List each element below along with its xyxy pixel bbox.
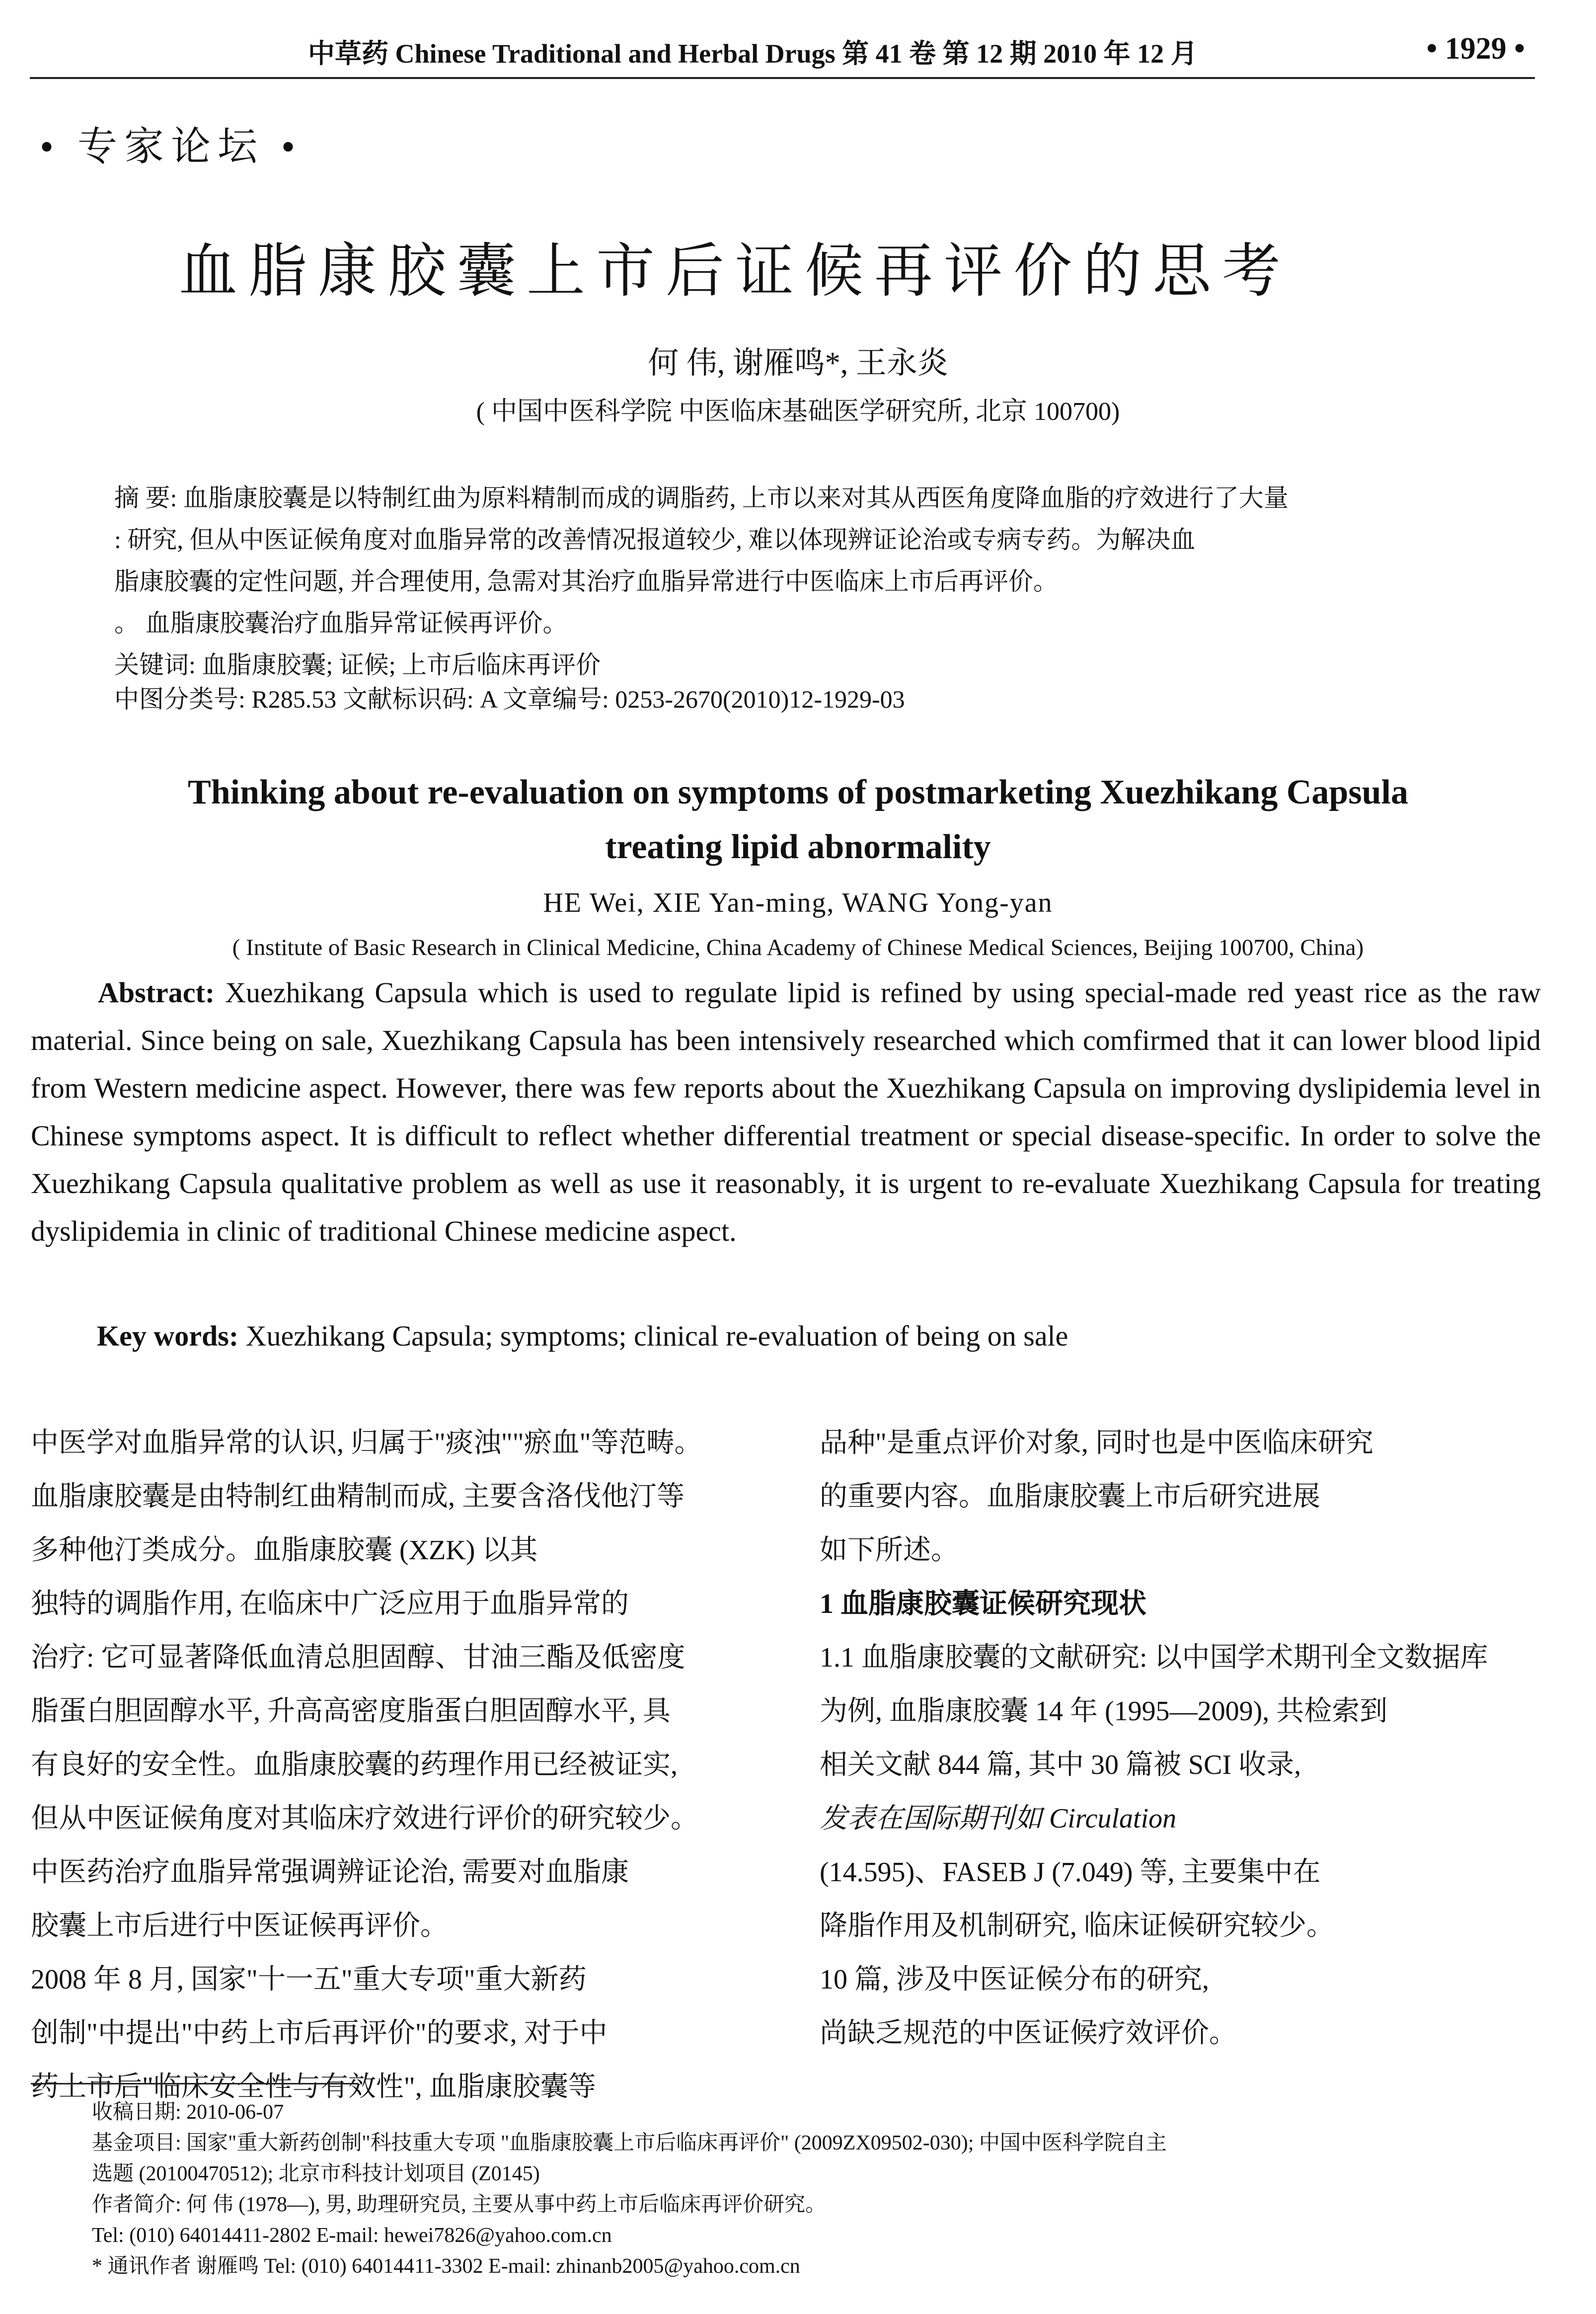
subsection-heading: 1.1 血脂康胶囊的文献研究: 以中国学术期刊全文数据库 [820,1642,1488,1673]
body-line: 中医药治疗血脂异常强调辨证论治, 需要对血脂康 [31,1857,629,1888]
keywords-text: Xuezhikang Capsula; symptoms; clinical re-evaluation of being on sale [245,1320,1068,1352]
cn-abstract-line: 。 血脂康胶囊治疗血脂异常证候再评价。 [114,609,568,637]
cn-abstract-line: 摘 要: 血脂康胶囊是以特制红曲为原料精制而成的调脂药, 上市以来对其从西医角度降血脂的疗效进行了大量 [114,484,1289,512]
chinese-title: 血脂康胶囊上市后证候再评价的思考 [179,239,1292,304]
english-keywords [97,1319,1537,1353]
section-heading: 1 血脂康胶囊证候研究现状 [820,1589,1146,1619]
body-line: 如下所述。 [820,1535,959,1566]
body-line: 为例, 血脂康胶囊 14 年 (1995—2009), 共检索到 [820,1696,1388,1727]
body-line: 治疗: 它可显著降低血清总胆固醇、甘油三酯及低密度 [31,1642,685,1673]
body-line: 中医学对血脂异常的认识, 归属于"痰浊""瘀血"等范畴。 [31,1428,702,1458]
english-authors: HE Wei, XIE Yan-ming, WANG Yong-yan [543,887,1053,918]
keywords-label: Key words: [97,1320,239,1352]
footnote-funding-cont: 选题 (20100470512); 北京市科技计划项目 (Z0145) [92,2162,540,2185]
body-line: 血脂康胶囊是由特制红曲精制而成, 主要含洛伐他汀等 [31,1481,684,1512]
cn-abstract-line: 脂康胶囊的定性问题, 并合理使用, 急需对其治疗血脂异常进行中医临床上市后再评价。 [114,567,1058,595]
journal-info: 中草药 Chinese Traditional and Herbal Drugs 第 41 卷 第 12 期 2010 年 12 月 [308,39,1198,69]
body-line: 发表在国际期刊如 Circulation [820,1803,1177,1834]
section-label: • 专家论坛 • [40,125,303,169]
body-line: 独特的调脂作用, 在临床中广泛应用于血脂异常的 [31,1589,629,1619]
body-line: 但从中医证候角度对其临床疗效进行评价的研究较少。 [31,1803,698,1834]
footnote-corresponding: * 通讯作者 谢雁鸣 Tel: (010) 64014411-3302 E-mail: zhinanb2005@yahoo.com.cn [92,2255,800,2278]
abstract-label: Abstract: [98,976,215,1009]
body-line: 尚缺乏规范的中医证候疗效评价。 [820,2018,1237,2049]
body-line: 胶囊上市后进行中医证候再评价。 [31,1911,448,1941]
page-number: • 1929 • [1426,32,1525,66]
body-line: 的重要内容。血脂康胶囊上市后研究进展 [820,1481,1320,1512]
body-line: 品种"是重点评价对象, 同时也是中医临床研究 [820,1428,1373,1458]
footnote-author-contact: Tel: (010) 64014411-2802 E-mail: hewei7826@yahoo.com.cn [92,2224,612,2247]
body-line: 创制"中提出"中药上市后再评价"的要求, 对于中 [31,2018,608,2049]
classification-line: 中图分类号: R285.53 文献标识码: A 文章编号: 0253-2670(2010)12-1929-03 [114,685,905,713]
chinese-affiliation: ( 中国中医科学院 中医临床基础医学研究所, 北京 100700) [476,398,1120,426]
footnotes [92,2097,1532,2282]
body-line: 多种他汀类成分。血脂康胶囊 (XZK) 以其 [31,1535,538,1566]
body-line: 药上市后"临床安全性与有效性", 血脂康胶囊等 [31,2072,596,2102]
body-line: (14.595)、FASEB J (7.049) 等, 主要集中在 [820,1857,1321,1888]
english-affiliation: ( Institute of Basic Research in Clinical Medicine, China Academy of Chinese Medical Sciences, Beijing 100700, China) [232,935,1364,960]
body-line: 有良好的安全性。血脂康胶囊的药理作用已经被证实, [31,1750,678,1780]
footnote-received: 收稿日期: 2010-06-07 [92,2101,284,2124]
english-title: Thinking about re-evaluation on symptoms of postmarketing Xuezhikang Capsula [188,773,1408,811]
body-line: 10 篇, 涉及中医证候分布的研究, [820,1964,1209,1995]
body-line: 2008 年 8 月, 国家"十一五"重大专项"重大新药 [31,1964,587,1995]
body-column-left [31,1416,746,2114]
body-line: 脂蛋白胆固醇水平, 升高高密度脂蛋白胆固醇水平, 具 [31,1696,671,1727]
body-column-right [820,1416,1535,2060]
footnote-divider [31,2083,359,2084]
cn-abstract-line: : 研究, 但从中医证候角度对血脂异常的改善情况报道较少, 难以体现辨证论治或专病专药。为解决血 [114,526,1196,554]
footnote-funding: 基金项目: 国家"重大新药创制"科技重大专项 "血脂康胶囊上市后临床再评价" (2009ZX09502-030); 中国中医科学院自主 [92,2132,1167,2154]
abstract-text: Xuezhikang Capsula which is used to regulate lipid is refined by using special-made red yeast rice as the raw material. Since being on sale, Xuezhikang Capsula has been intensively researched which comfirmed that it can lower blood lipid from Western medicine aspect. However, there was few reports about the Xuezhikang Capsula on improving dyslipidemia level in Chinese symptoms aspect. It is difficult to reflect whether differential treatment or special disease-specific. In order to solve the Xuezhikang Capsula qualitative problem as well as use it reasonably, it is urgent to re-evaluate Xuezhikang Capsula for treating dyslipidemia in clinic of traditional Chinese medicine aspect. [31,976,1541,1247]
running-header [30,27,1535,79]
body-line: 降脂作用及机制研究, 临床证候研究较少。 [820,1911,1334,1941]
footnote-author-bio: 作者简介: 何 伟 (1978—), 男, 助理研究员, 主要从事中药上市后临床再评价研究。 [92,2193,827,2216]
chinese-authors: 何 伟, 谢雁鸣*, 王永炎 [648,346,948,380]
english-abstract [31,969,1541,1255]
body-line: 相关文献 844 篇, 其中 30 篇被 SCI 收录, [820,1750,1301,1780]
english-title-line2: treating lipid abnormality [605,828,991,866]
cn-keywords: 关键词: 血脂康胶囊; 证候; 上市后临床再评价 [114,651,601,679]
